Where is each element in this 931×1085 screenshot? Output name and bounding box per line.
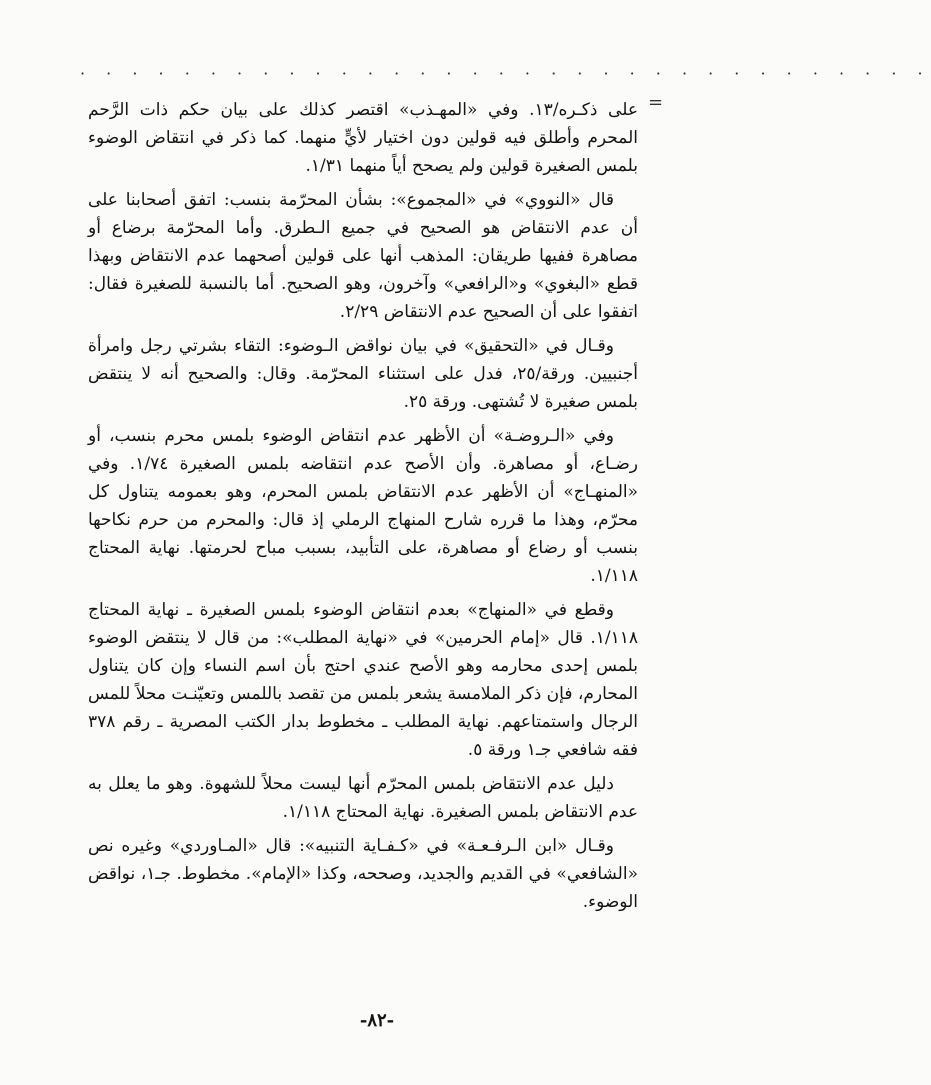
paragraph-6: دليل عدم الانتقاض بلمس المحرّم أنها ليست محلاً للشهوة. وهو ما يعلل به عدم الانتقاض بلمس الصغيرة. نهاية المحتاج ١/١١٨. [88,774,638,822]
paragraph-3: وقـال في «التحقيق» في بيان نواقض الـوضوء: التقاء بشرتي رجل وامرأة أجنبيين. ورقة/٢٥، فدل على استثناء المحرّمة. وقال: والصحيح أنه لا ينتقض بلمس صغيرة لا تُشتهى. ورقة ٢٥. [88,336,638,412]
paragraph-5: وقطع في «المنهاج» بعدم انتقاض الوضوء بلمس الصغيرة ـ نهاية المحتاج ١/١١٨. قال «إمام الحرمين» في «نهاية المطلب»: من قال لا ينتقض الوضوء بلمس إحدى محارمه وهو الأصح عندي احتج بأن اسم النساء وإن كان يتناول المحارم، فإن ذكر الملامسة يشعر بلمس من تقصد باللمس وتعيّنـت محلاً للمس الرجال واستمتاعهم. نهاية المطلب ـ مخطوط بدار الكتب المصرية ـ رقم ٣٧٨ فقه شافعي جـ١ ورقة ٥. [88,600,638,760]
paragraph-4: وفي «الـروضـة» أن الأظهر عدم انتقاض الوضوء بلمس محرم بنسب، أو رضـاع، أو مصاهرة. وأن الأصح عدم انتقاضه بلمس الصغيرة ١/٧٤. وفي «المنهـاج» أن الأظهر عدم الانتقاض بلمس المحرم، وهو بعمومه يتناول كل محرّم، وهذا ما قرره شارح المنهاج الرملي إذ قال: والمحرم من حرم نكاحها بنسب أو رضاع أو مصاهرة، على التأبيد، بسبب مباح لحرمتها. نهاية المحتاج ١/١١٨. [88,426,638,586]
margin-mark: = [648,92,664,113]
paragraph-2: قال «النووي» في «المجموع»: بشأن المحرّمة بنسب: اتفق أصحابنا على أن عدم الانتقاض هو الصحيح في جميع الـطرق. وأما المحرّمة برضاع أو مصاهرة ففيها طريقان: المذهب أنها على قولين أصحهما عدم الانتقاض وبهذا قطع «البغوي» و«الرافعي» وآخرون، وهو الصحيح. أما بالنسبة للصغيرة فقال: اتفقوا على أن الصحيح عدم الانتقاض ٢/٢٩. [88,190,638,322]
paragraph-7: وقـال «ابن الـرفـعـة» في «كـفـاية التنبيه»: قال «المـاوردي» وغيره نص «الشافعي» في القديم والجديد، وصححه، وكذا «الإمام». مخطوط. جـ١، نواقض الوضوء. [88,836,638,912]
page-number: -٨٢- [359,1010,395,1031]
body-text [88,96,638,922]
dotted-separator: · · · · · · · · · · · · · · · · · · · · · · · · · · · · · · · · · [80,64,931,83]
paragraph-1: على ذكـره/١٣. وفي «المهـذب» اقتصر كذلك على بيان حكم ذات الرَّحم المحرم وأطلق فيه قولين دون اختيار لأيٍّ منهما. كما ذكر في انتقاض الوضوء بلمس الصغيرة قولين ولم يصحح أياً منهما ١/٣١. [88,100,638,176]
